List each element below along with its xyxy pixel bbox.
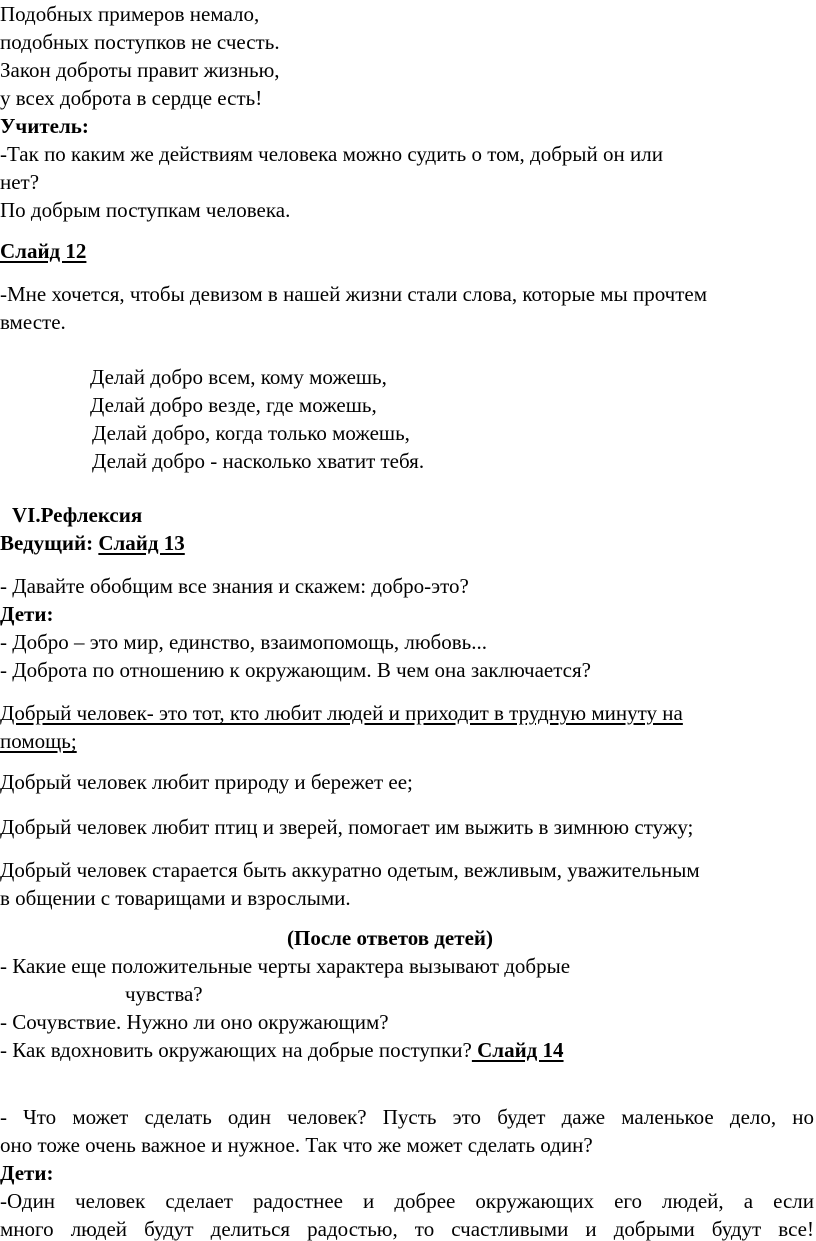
poem-line-2: подобных поступков не счесть. [0,30,280,54]
teacher-answer: По добрым поступкам человека. [0,198,291,222]
final-answer-line-1: -Один человек сделает радостнее и добрее окружающих его людей, а если [0,1189,814,1213]
after-question-3: - Как вдохновить окружающих на добрые поступки? [0,1038,472,1062]
teacher-label: Учитель: [0,114,89,138]
reflection-question: - Давайте обобщим все знания и скажем: добро-это? [0,574,469,598]
kind-person-manners-line-2: в общении с товарищами и взрослыми. [0,886,351,910]
motto-line-1: Делай добро всем, кому можешь, [90,365,387,389]
kind-person-nature: Добрый человек любит природу и бережет ее; [0,770,413,794]
kind-person-definition-line-1: Добрый человек- это тот, кто любит людей и приходит в трудную минуту на [0,701,683,725]
poem-line-1: Подобных примеров немало, [0,2,260,26]
poem-line-4: у всех доброта в сердце есть! [0,86,263,110]
kind-person-manners-line-1: Добрый человек старается быть аккуратно одетым, вежливым, уважительным [0,858,700,882]
motto-line-2: Делай добро везде, где можешь, [90,393,377,417]
slide-13-link: Слайд 13 [98,531,185,555]
kind-person-animals: Добрый человек любит птиц и зверей, помогает им выжить в зимнюю стужу; [0,815,694,839]
after-question-2: - Сочувствие. Нужно ли оно окружающим? [0,1010,389,1034]
motto-line-4: Делай добро - насколько хватит тебя. [92,449,425,473]
final-paragraph-line-1: - Что может сделать один человек? Пусть это будет даже маленькое дело, но [0,1105,814,1129]
final-children-label: Дети: [0,1161,54,1185]
after-question-3-line [0,1038,564,1062]
poem-line-3: Закон доброты правит жизнью, [0,58,280,82]
motto-line-3: Делай добро, когда только можешь, [92,421,410,445]
children-answer-2: - Доброта по отношению к окружающим. В чем она заключается? [0,658,591,682]
children-label: Дети: [0,602,54,626]
final-paragraph-line-2: оно тоже очень важное и нужное. Так что же может сделать один? [0,1133,593,1157]
after-answers-heading: (После ответов детей) [287,926,493,950]
host-line [0,531,185,555]
children-answer-1: - Добро – это мир, единство, взаимопомощь, любовь... [0,630,487,654]
host-label: Ведущий: [0,531,94,555]
final-answer-line-2: много людей будут делиться радостью, то счастливыми и добрыми будут все! [0,1217,814,1241]
slide-12-text-line-2: вместе. [0,310,66,334]
kind-person-definition-line-2: помощь; [0,729,77,753]
teacher-question-line-1: -Так по каким же действиям человека можно судить о том, добрый он или [0,142,663,166]
slide-14-link: Слайд 14 [471,1038,564,1062]
after-question-1-line-1: - Какие еще положительные черты характера вызывают добрые [0,954,571,978]
teacher-question-line-2: нет? [0,170,40,194]
slide-12-heading: Слайд 12 [0,239,87,263]
reflection-heading: VI.Рефлексия [12,503,143,527]
after-question-1-line-2: чувства? [125,982,203,1006]
slide-12-text-line-1: -Мне хочется, чтобы девизом в нашей жизни стали слова, которые мы прочтем [0,282,707,306]
